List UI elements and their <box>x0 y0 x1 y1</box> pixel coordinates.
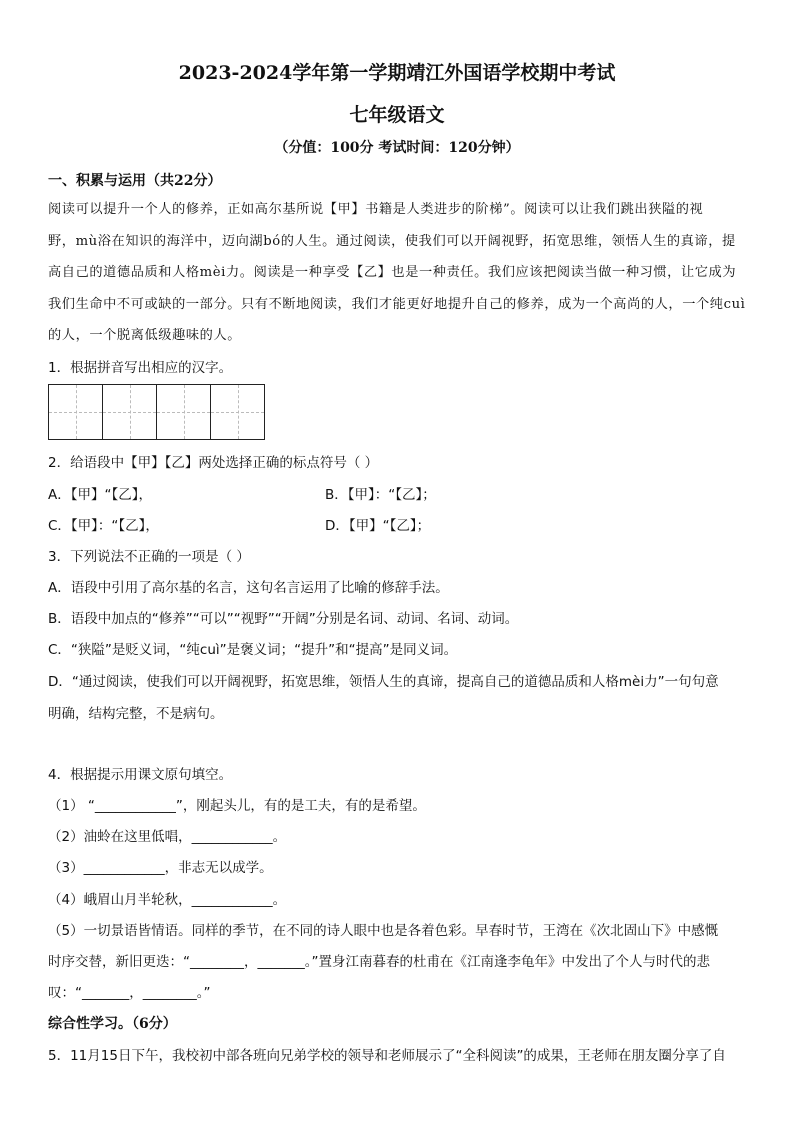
reading-passage <box>48 194 748 352</box>
q4-item-1: （1） “____________”，刚起头儿，有的是工夫，有的是希望。 <box>48 798 426 814</box>
q4-item-5-line-3: 叹：“_______，________。” <box>48 985 211 1001</box>
q3-option-b[interactable]: B．语段中加点的“修养”“可以”“视野”“开阔”分别是名词、动词、名词、动词。 <box>48 611 519 627</box>
answer-cell[interactable] <box>49 385 103 439</box>
q3-option-a[interactable]: A．语段中引用了高尔基的名言，这句名言运用了比喻的修辞手法。 <box>48 580 449 596</box>
q4-item-5-line-2: 时序交替，新旧更迭：“________，_______。”置身江南暮春的杜甫在《江南逢李龟年》中发出了个人与时代的悲 <box>48 954 710 970</box>
passage-line: 阅读可以提升一个人的修养，正如高尔基所说【甲】书籍是人类进步的阶梯”。阅读可以让我们跳出狭隘的视 <box>48 202 704 217</box>
q2-option-c[interactable]: C．【甲】：“【乙】， <box>48 518 159 534</box>
q4-item-4: （4）峨眉山月半轮秋，____________。 <box>48 892 287 908</box>
answer-cell[interactable] <box>211 385 265 439</box>
answer-grid <box>48 384 265 440</box>
passage-line: 高自己的道德品质和人格mèi力。阅读是一种享受【乙】也是一种责任。我们应该把阅读当做一种习惯，让它成为 <box>48 265 737 280</box>
section-heading-1: 一、积累与运用（共22分） <box>48 173 222 189</box>
q4-item-5: （5）一切景语皆情语。同样的季节，在不同的诗人眼中也是各着色彩。早春时节，王湾在《次北固山下》中感慨 <box>48 923 719 939</box>
exam-meta: （分值：100分 考试时间：120分钟） <box>274 140 520 156</box>
exam-subject: 七年级语文 <box>349 104 445 126</box>
question-3: 3．下列说法不正确的一项是（ ） <box>48 549 250 565</box>
section-heading-2: 综合性学习。（6分） <box>48 1016 177 1032</box>
q3-option-c[interactable]: C．“狭隘”是贬义词，“纯cuì”是褒义词；“提升”和“提高”是同义词。 <box>48 642 458 658</box>
q4-item-2: （2）油蛉在这里低唱，____________。 <box>48 829 287 845</box>
question-5: 5．11月15日下午，我校初中部各班向兄弟学校的领导和老师展示了“全科阅读”的成果，王老师在朋友圈分享了自 <box>48 1048 726 1064</box>
q3-option-d[interactable]: D．“通过阅读，使我们可以开阔视野，拓宽思维，领悟人生的真谛，提高自己的道德品质和人格mèi力”一句句意 <box>48 674 719 690</box>
passage-line: 我们生命中不可或缺的一部分。只有不断地阅读，我们才能更好地提升自己的修养，成为一个高尚的人，一个纯cuì <box>48 296 746 312</box>
q2-option-d[interactable]: D．【甲】“【乙】； <box>325 518 431 534</box>
exam-title: 2023-2024学年第一学期靖江外国语学校期中考试 <box>178 62 616 84</box>
passage-line: 的人，一个脱离低级趣味的人。 <box>48 328 242 343</box>
question-1: 1．根据拼音写出相应的汉字。 <box>48 360 233 376</box>
answer-cell[interactable] <box>157 385 211 439</box>
q2-option-b[interactable]: B．【甲】：“【乙】； <box>325 487 436 503</box>
question-2: 2．给语段中【甲】【乙】两处选择正确的标点符号（ ） <box>48 455 379 471</box>
q4-item-3: （3）____________，非志无以成学。 <box>48 860 273 876</box>
answer-cell[interactable] <box>103 385 157 439</box>
question-4: 4．根据提示用课文原句填空。 <box>48 767 233 783</box>
q3-option-d-continued: 明确，结构完整，不是病句。 <box>48 706 224 722</box>
q2-option-a[interactable]: A．【甲】“【乙】， <box>48 487 152 503</box>
passage-line: 野，mù浴在知识的海洋中，迈向湖bó的人生。通过阅读，使我们可以开阔视野，拓宽思维，领悟人生的真谛，提 <box>48 233 736 249</box>
